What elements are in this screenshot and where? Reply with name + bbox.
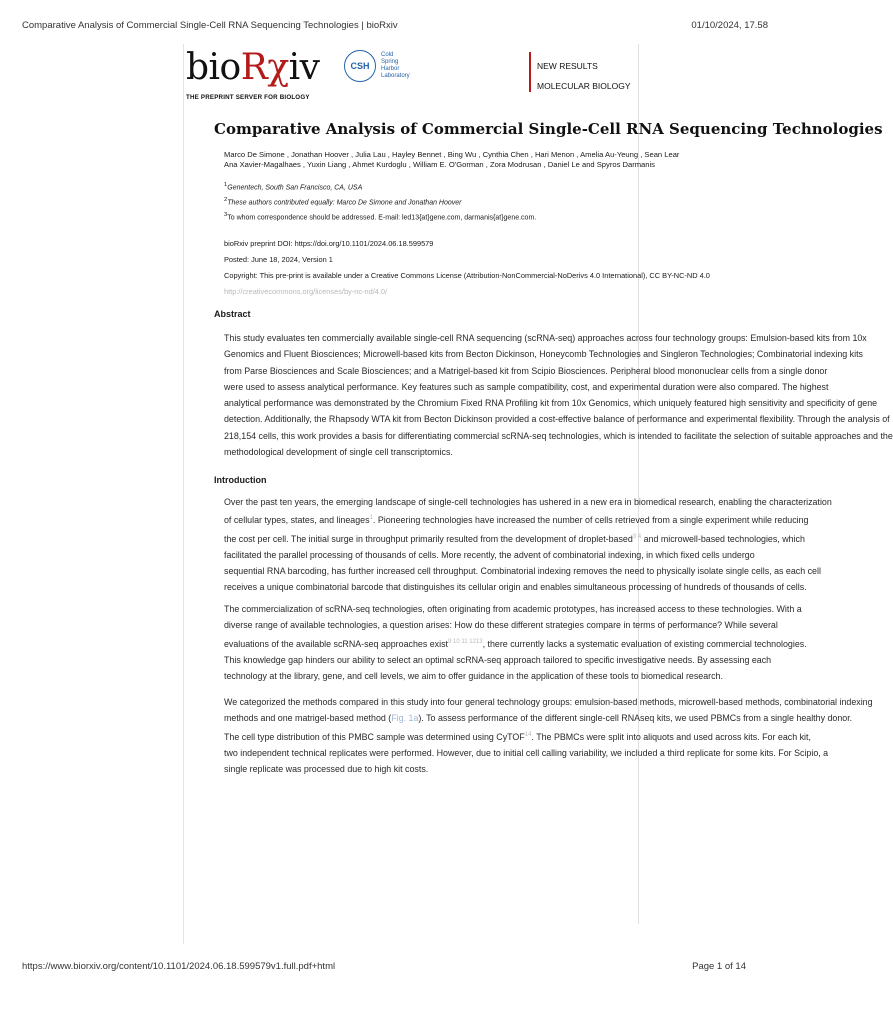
- logo-wordmark: bioRχiv: [186, 47, 320, 88]
- intro-line: evaluations of the available scRNA-seq approaches exist$^{9 10 11 1213}$, there currently lacks a systematic evaluation of existing commercial technologies.: [224, 638, 807, 649]
- csh-badge-icon: CSH: [344, 50, 376, 82]
- print-page-title: Comparative Analysis of Commercial Single-Cell RNA Sequencing Technologies | bioRxiv: [22, 20, 398, 31]
- abstract-line: detection. Additionally, the Rhapsody WTA kit from Becton Dickinson provided a cost-effective balance of performance and experimental flexibility. Through the analysis of: [224, 414, 890, 425]
- abstract-line: were used to assess analytical performance. Key features such as sample compatibility, cost, and experimental duration were also compared. The highest: [224, 381, 829, 392]
- abstract-line: analytical performance was demonstrated by the Chromium Fixed RNA Profiling kit from 10x Genomics, which uniquely featured high sensitivity and specificity of gene: [224, 398, 878, 409]
- posted-date: Posted: June 18, 2024, Version 1: [224, 255, 333, 264]
- affiliation-1: $^1$Genentech, South San Francisco, CA, USA: [224, 182, 363, 192]
- intro-line: The commercialization of scRNA-seq technologies, often originating from academic prototypes, has increased access to these technologies. With a: [224, 604, 802, 614]
- citation-ref[interactable]: 14: [524, 731, 532, 738]
- abstract-body: [224, 330, 893, 460]
- intro-line: facilitated the parallel processing of thousands of cells. More recently, the advent of combinatorial indexing, in which fixed cells undergo: [224, 549, 755, 560]
- article-title: Comparative Analysis of Commercial Single-Cell RNA Sequencing Technologies: [214, 120, 883, 138]
- intro-line: two independent technical replicates were performed. However, due to initial cell calling variability, we included a third replicate for some kits. For Scipio, a: [224, 747, 829, 758]
- citation-ref[interactable]: 9 10 11 1213: [447, 638, 483, 645]
- page-counter: Page 1 of 14: [692, 961, 746, 972]
- author-line[interactable]: Marco De Simone , Jonathan Hoover , Julia Lau , Hayley Bennet , Bing Wu , Cynthia Chen , Hari Menon , Amelia Au-Yeung , Sean Lear: [224, 150, 680, 159]
- print-date: 01/10/2024, 17.58: [691, 20, 768, 31]
- figure-ref-link[interactable]: Fig. 1a: [391, 713, 419, 724]
- intro-line: technology at the library, gene, and cell levels, we aim to offer guidance in the application of these tools to biomedical research.: [224, 671, 723, 682]
- correspondence: $^3$To whom correspondence should be addressed. E-mail: led13{at}gene.com, darmanis{at}gene.com.: [224, 212, 537, 222]
- intro-line: sequential RNA barcoding, has further increased cell throughput. Combinatorial indexing removes the need to physically isolate single cells, as each cell: [224, 566, 821, 577]
- intro-line: receives a unique combinatorial barcode that distinguishes its cellular origin and enables simultaneous processing of hundreds of thousands of cells.: [224, 582, 807, 593]
- author-list: [224, 150, 824, 170]
- category-new-results[interactable]: NEW RESULTS: [537, 61, 598, 71]
- abstract-line: Genomics and Fluent Biosciences; Microwell-based kits from Becton Dickinson, Honeycomb Technologies and Singleron Technologies; Combinatorial indexing kits: [224, 349, 863, 360]
- abstract-line: from Parse Biosciences and Scale Biosciences; and a Matrigel-based kit from Scipio Biosciences. Peripheral blood mononuclear cells from a single donor: [224, 365, 828, 376]
- intro-paragraph-2: [224, 601, 807, 684]
- csh-label: Cold Spring Harbor Laboratory: [381, 52, 410, 79]
- intro-line: We categorized the methods compared in this study into four general technology groups: emulsion-based methods, microwell-based methods, combinatorial indexing: [224, 697, 873, 707]
- intro-line: The cell type distribution of this PMBC sample was determined using CyTOF$^{14}$. The PBMCs were split into aliquots and used across kits. For each kit,: [224, 731, 811, 742]
- intro-paragraph-3: [224, 694, 873, 777]
- abstract-line: This study evaluates ten commercially available single-cell RNA sequencing (scRNA-seq) approaches across four technology groups: Emulsion-based kits from 10x: [224, 333, 867, 343]
- category-molecular-biology[interactable]: MOLECULAR BIOLOGY: [537, 81, 631, 91]
- intro-paragraph-1: [224, 494, 832, 596]
- intro-line: the cost per cell. The initial surge in throughput primarily resulted from the development of droplet-based$^{3 4}$ and microwell-based technologies, which: [224, 533, 805, 544]
- intro-line: single replicate was processed due to high kit costs.: [224, 764, 429, 775]
- print-footer: [22, 961, 768, 972]
- logo-tagline: THE PREPRINT SERVER FOR BIOLOGY: [186, 94, 310, 101]
- abstract-heading: Abstract: [214, 309, 251, 319]
- print-url: https://www.biorxiv.org/content/10.1101/2024.06.18.599579v1.full.pdf+html: [22, 961, 336, 972]
- abstract-line: 218,154 cells, this work provides a basis for differentiating commercial scRNA-seq technologies, which is intended to facilitate the selection of suitable approaches and the: [224, 430, 893, 441]
- abstract-line: methodological development of single cell transcriptomics.: [224, 447, 453, 458]
- citation-ref[interactable]: 3 4: [632, 533, 642, 540]
- intro-line: diverse range of available technologies, a question arises: How do these different strategies compare in terms of performance? While several: [224, 620, 778, 631]
- intro-line: This knowledge gap hinders our ability to select an optimal scRNA-seq approach tailored to specific investigative needs. By assessing each: [224, 654, 772, 665]
- introduction-heading: Introduction: [214, 475, 267, 485]
- intro-line: of cellular types, states, and lineages$^1$. Pioneering technologies have increased the number of cells retrieved from a single experiment while reducing: [224, 515, 809, 526]
- affiliation-2: $^2$These authors contributed equally: Marco De Simone and Jonathan Hoover: [224, 197, 462, 207]
- copyright-line: Copyright: This pre-print is available under a Creative Commons License (Attribution-NonCommercial-NoDerivs 4.0 International), CC BY-NC-ND 4.0: [224, 271, 710, 280]
- doi-line[interactable]: bioRxiv preprint DOI: https://doi.org/10.1101/2024.06.18.599579: [224, 239, 434, 248]
- intro-line: methods and one matrigel-based method (Fig. 1a). To assess performance of the different single-cell RNAseq kits, we used PBMCs from a single healthy donor.: [224, 713, 853, 724]
- intro-line: Over the past ten years, the emerging landscape of single-cell technologies has ushered in a new era in biomedical research, enabling the characterization: [224, 497, 832, 507]
- citation-ref[interactable]: 1: [369, 515, 373, 522]
- author-line[interactable]: Ana Xavier-Magalhaes , Yuxin Liang , Ahmet Kurdoglu , William E. O'Gorman , Zora Modrusan , Daniel Le and Spyros Darmanis: [224, 160, 655, 169]
- license-link[interactable]: http://creativecommons.org/licenses/by-nc-nd/4.0/: [224, 287, 388, 296]
